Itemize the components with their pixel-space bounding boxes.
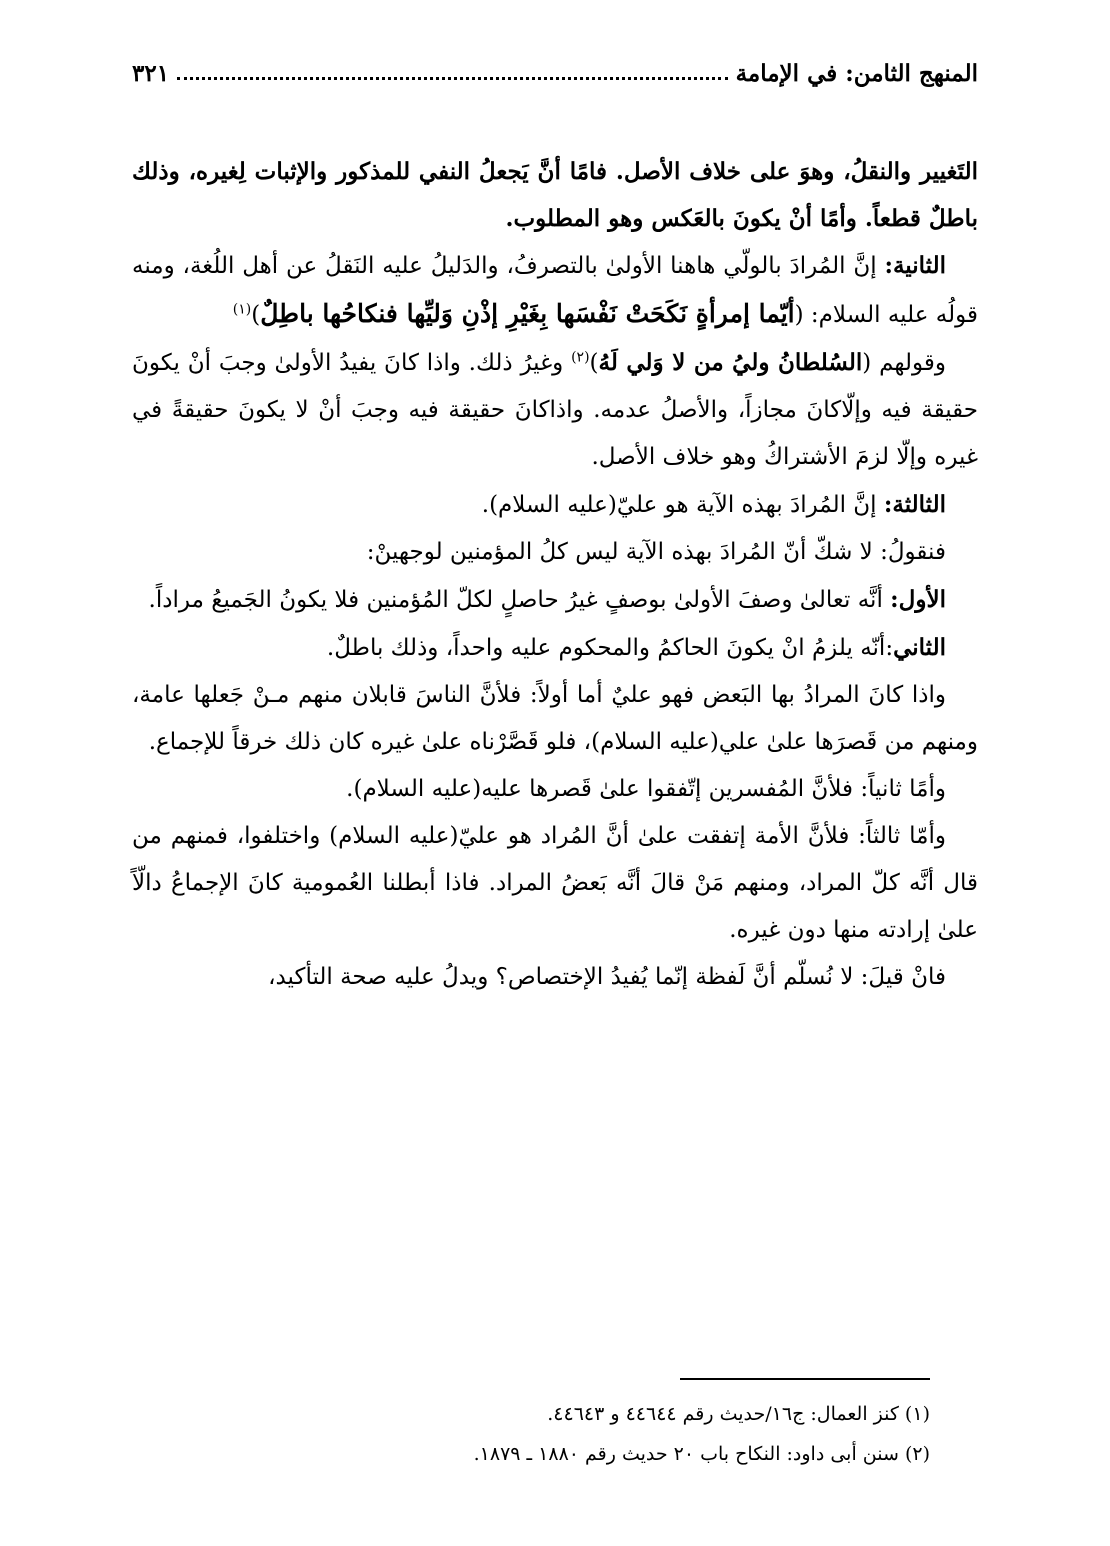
dot-leader (177, 77, 728, 80)
paragraph-5: فنقولُ: لا شكّ أنّ المُرادَ بهذه الآية ليس كلُ المؤمنين لوجهينْ: (366, 539, 946, 565)
footnote-ref-1: (١) (232, 301, 252, 318)
paragraph-8: واذا كانَ المرادُ بها البَعض فهو عليٌ أما أولاً: فلأنَّ الناسَ قابلان منهم مـنْ جَعلها عامة، ومنهم من قَصرَها علىٰ علي(عليه السلام)، فلو قَصَّرْناه علىٰ غيره كان ذلك خرقاً للإجماع. (132, 682, 978, 755)
paragraph-11: فانْ قيلَ: لا نُسلّم أنَّ لَفظة إنّما يُفيدُ الإختصاص؟ ويدلُ عليه صحة التأكيد، (268, 964, 946, 990)
footnote-ref-2: (٢) (571, 349, 590, 366)
paragraph-3 (132, 339, 978, 481)
page-number: ٣٢١ (132, 59, 170, 87)
paragraph-1: التَغيير والنقلُ، وهوَ على خلاف الأصل. فامًا أنَّ يَجعلُ النفي للمذكور والإثبات لِغيره، وذلك باطلٌ قطعاً. وأمًا أنْ يكونَ بالعَكس وهو المطلوب. (132, 158, 978, 232)
paragraph-3-rest: وغيرُ ذلك. واذا كانَ يفيدُ الأولىٰ وجبَ أنْ يكونَ حقيقة فيه وإلّاكانَ مجازاً، والأصلُ عدمه. واذاكانَ حقيقة فيه وجبَ أنْ لا يكونَ حقيقةً في غيره وإلّا لزمَ الأشتراكُ وهو خلاف الأصل. (132, 350, 978, 470)
sultan-quote: السُلطانُ وليُ من لا وَلي لَهُ (598, 349, 863, 376)
running-header (132, 50, 978, 96)
paragraph-2-text: إنَّ المُرادَ بالولّي هاهنا الأولىٰ بالتصرفُ، والدَليلُ عليه النَقلُ عن أهل اللُغة، ومنه قولُه عليه السلام: ( (132, 253, 978, 328)
paragraph-7 (132, 624, 978, 672)
paragraph-4 (132, 481, 978, 529)
paragraph-6-text: أنَّه تعالىٰ وصفَ الأولىٰ بوصفٍ غيرُ حاصلٍ لكلّ المُؤمنين فلا يكونُ الجَميعُ مراداً. (148, 587, 891, 613)
footnotes (132, 1394, 930, 1474)
paragraph-3-start: وقولهم ( (862, 350, 946, 376)
paragraph-3-close: ) (589, 350, 599, 376)
footnote-2: (٢) سنن أبى داود: النكاح باب ٢٠ حديث رقم ١٨٨٠ ـ ١٨٧٩. (473, 1443, 930, 1465)
chapter-title: المنهج الثامن: في الإمامة (735, 59, 978, 87)
paragraph-2-close: ) (251, 302, 261, 328)
point-label-second: الثانية: (884, 252, 946, 279)
hadith-quote: أيّما إمرأةٍ نَكَحَتْ نَفْسَها بِغَيْرِ إذْنِ وَليِّها فنكاحُها باطِلٌ (260, 299, 795, 328)
point-label-third: الثالثة: (883, 491, 946, 518)
footnote-divider (680, 1378, 930, 1380)
point-label-second-reason: الثاني (893, 634, 946, 661)
paragraph-6 (132, 576, 978, 624)
point-label-first: الأول: (890, 586, 946, 613)
main-text (132, 148, 978, 1001)
paragraph-2 (132, 242, 978, 339)
paragraph-4-text: إنَّ المُرادَ بهذه الآية هو عليّ(عليه السلام). (481, 492, 884, 518)
paragraph-7-text: :أنّه يلزمُ انْ يكونَ الحاكمُ والمحكوم عليه واحداً، وذلك باطلٌ. (326, 635, 894, 661)
footnote-1: (١) كنز العمال: ج١٦/حديث رقم ٤٤٦٤٤ و ٤٤٦٤٣. (547, 1403, 930, 1425)
paragraph-9: وأمًا ثانياً: فلأنَّ المُفسرين إتّفقوا علىٰ قَصرها عليه(عليه السلام). (346, 776, 946, 802)
paragraph-10: وأمّا ثالثاً: فلأنَّ الأمة إتفقت علىٰ أنَّ المُراد هو عليّ(عليه السلام) واختلفوا، فمنهم من قال أنَّه كلّ المراد، ومنهم مَنْ قالَ أنَّه بَعضُ المراد. فاذا أبطلنا العُمومية كانَ الإجماعُ دالّاً علىٰ إرادته منها دون غيره. (132, 823, 978, 943)
